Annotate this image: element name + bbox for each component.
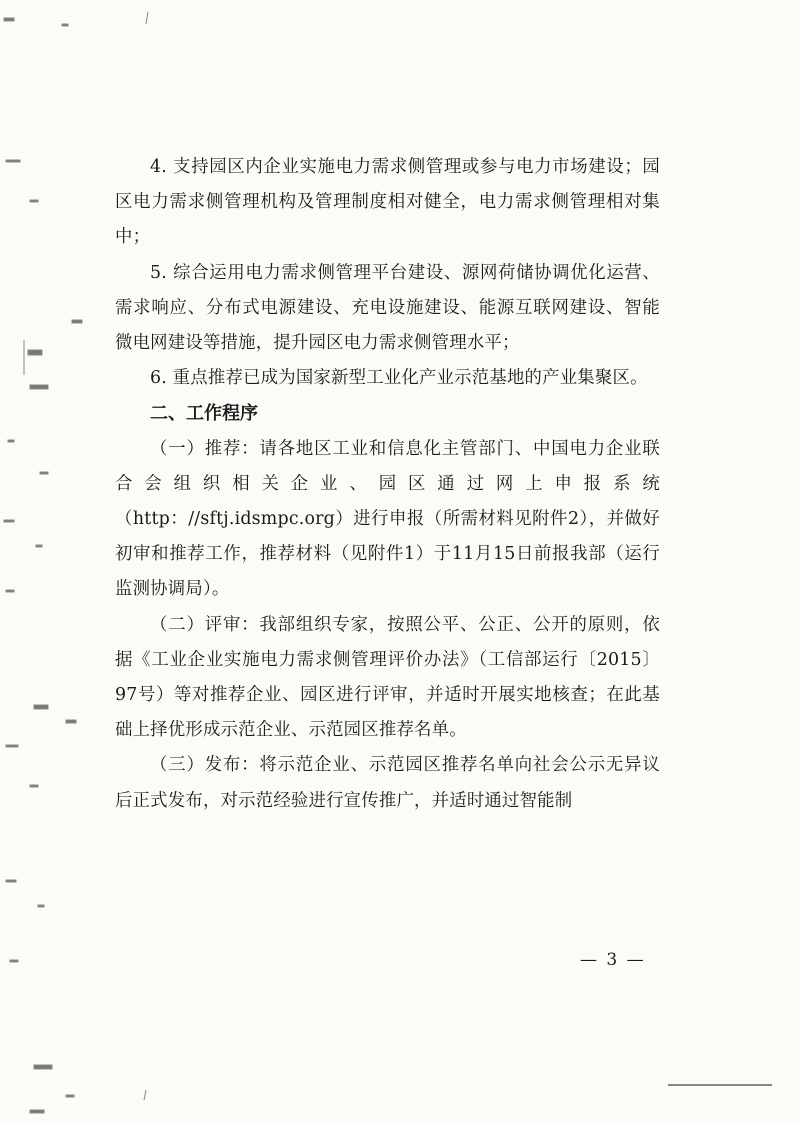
procedure-recommend: （一）推荐：请各地区工业和信息化主管部门、中国电力企业联合会组织相关企业、园区通过网上申报系统（http：//sftj.idsmpc.org）进行申报（所需材料见附件2），并做好初审和推荐工作，推荐材料（见附件1）于11月15日前报我部（运行监测协调局）。 <box>115 438 660 600</box>
section-heading: 二、工作程序 <box>150 403 258 425</box>
procedure-publish: （三）发布：将示范企业、示范园区推荐名单向社会公示无异议后正式发布，对示范经验进行宣传推广，并适时通过智能制 <box>115 755 660 811</box>
page-number: — 3 — <box>580 950 646 970</box>
requirement-item-4: 4. 支持园区内企业实施电力需求侧管理或参与电力市场建设；园区电力需求侧管理机构及管理制度相对健全，电力需求侧管理相对集中； <box>115 157 660 248</box>
requirement-item-6: 6. 重点推荐已成为国家新型工业化产业示范基地的产业集聚区。 <box>150 368 648 389</box>
procedure-review: （二）评审：我部组织专家，按照公平、公正、公开的原则，依据《工业企业实施电力需求侧管理评价办法》（工信部运行〔2015〕97号）等对推荐企业、园区进行评审，并适时开展实地核查；在此基础上择优形成示范企业、示范园区推荐名单。 <box>115 614 660 741</box>
requirement-item-5: 5. 综合运用电力需求侧管理平台建设、源网荷储协调优化运营、需求响应、分布式电源建设、充电设施建设、能源互联网建设、智能微电网建设等措施，提升园区电力需求侧管理水平； <box>115 262 660 354</box>
document-body <box>115 150 660 819</box>
